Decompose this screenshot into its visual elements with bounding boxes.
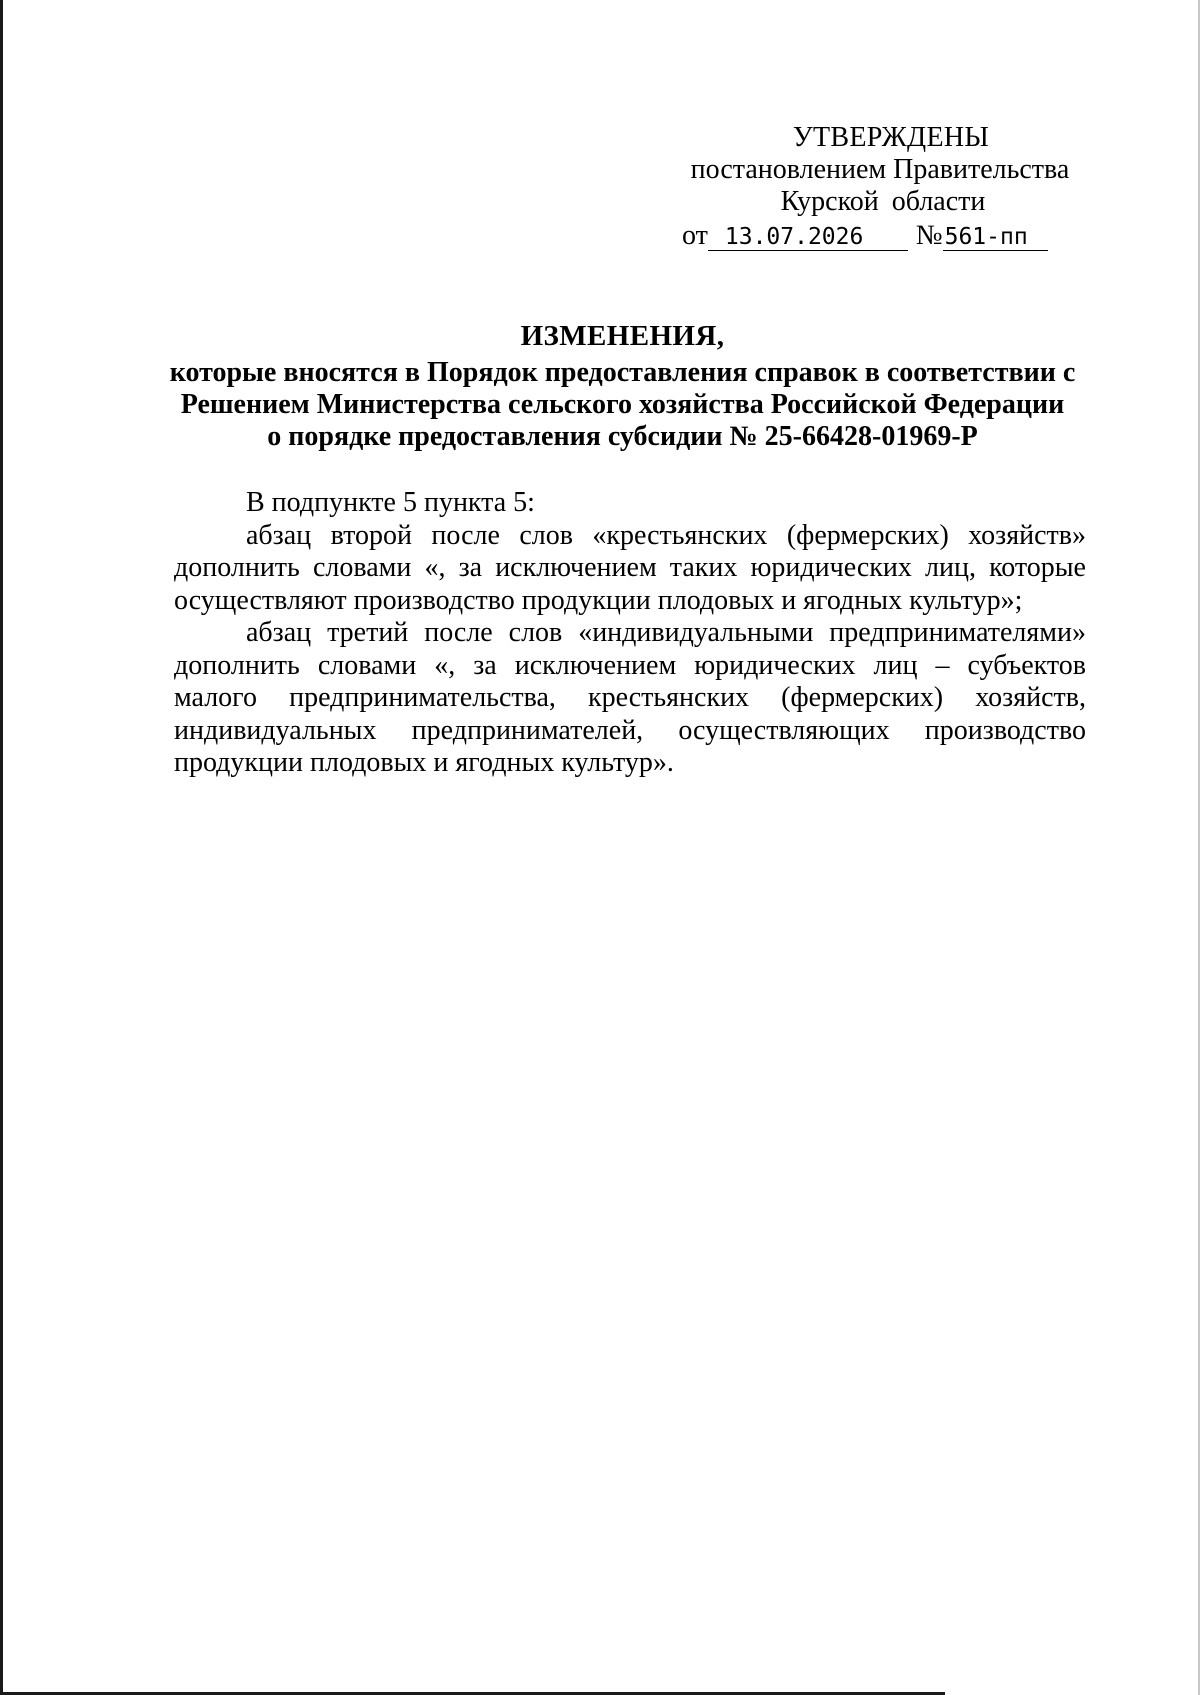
number-sign: № <box>915 220 943 251</box>
document-heading <box>160 320 1085 453</box>
approval-region: Курской области <box>780 186 986 217</box>
document-date: 13.07.2026 <box>708 224 908 251</box>
date-prefix: от <box>682 220 708 251</box>
body-paragraph-1: абзац второй после слов «крестьянских (фермерских) хозяйств» дополнить словами «, за исключением таких юридических лиц, которые осуществляют производство продукции плодовых и ягодных культур»; <box>174 519 1086 616</box>
approval-date-line <box>682 220 1100 252</box>
approval-title: УТВЕРЖДЕНЫ <box>792 122 990 153</box>
approval-stamp-block <box>660 122 1100 252</box>
heading-subtitle-line-1: которые вносятся в Порядок предоставления справок в соответствии с <box>169 357 1076 388</box>
heading-subtitle-line-3: о порядке предоставления субсидии № 25-66428-01969-Р <box>267 421 978 452</box>
document-body <box>174 487 1086 780</box>
body-intro: В подпункте 5 пункта 5: <box>246 487 535 518</box>
document-number: 561-пп <box>943 224 1048 251</box>
scan-edge-left <box>0 0 3 1695</box>
approval-authority: постановлением Правительства <box>690 154 1070 185</box>
heading-title: ИЗМЕНЕНИЯ, <box>520 320 725 352</box>
heading-subtitle-line-2: Решением Министерства сельского хозяйства Российской Федерации <box>180 389 1065 420</box>
body-paragraph-2: абзац третий после слов «индивидуальными предпринимателями» дополнить словами «, за исключением юридических лиц – субъектов малого предпринимательства, крестьянских (фермерских) хозяйств, индивидуальных предпринимателей, осуществляющих производство продукции плодовых и ягодных культур». <box>174 617 1086 778</box>
